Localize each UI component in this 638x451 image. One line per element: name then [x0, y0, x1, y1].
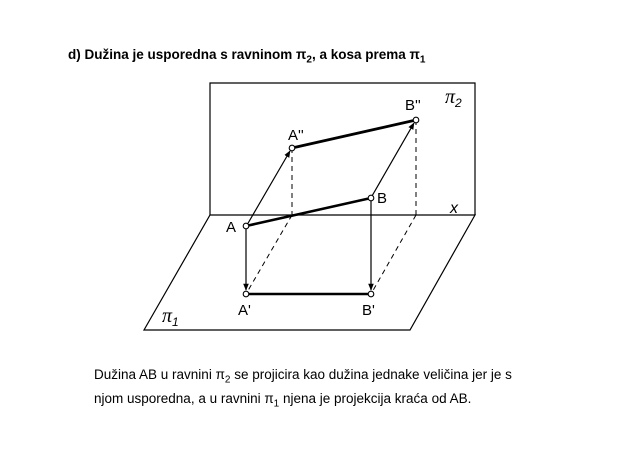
label-a2: A'' — [288, 127, 304, 144]
projector-b-to-b2 — [372, 123, 414, 196]
label-a1: A' — [238, 302, 251, 319]
point-a — [243, 223, 249, 229]
caption-line-2: njom usporedna, a u ravnini $\pi_1$ njena je projekcija kraća od AB. — [94, 390, 472, 410]
plane-pi2-outline — [210, 83, 475, 215]
slide-title: d) Dužina je usporedna s ravninom $\pi_2$, a kosa prema $\pi_1$ — [68, 47, 426, 66]
point-b — [368, 195, 374, 201]
label-b: B — [377, 190, 388, 207]
plane-pi2-label: $\pi_2$ — [445, 86, 462, 110]
point-b1 — [368, 291, 374, 297]
caption-line-1: Dužina AB u ravnini $\pi_2$ se projicira kao dužina jednake veličina jer je s — [94, 367, 512, 386]
label-b2: B'' — [405, 97, 421, 114]
segment-a2-b2 — [292, 120, 416, 148]
point-a2 — [289, 145, 295, 151]
projector-a-to-a2 — [247, 151, 290, 225]
point-a1 — [243, 291, 249, 297]
segment-a-b — [246, 198, 371, 226]
dashed-axis-to-a1 — [246, 215, 292, 294]
point-b2 — [413, 117, 419, 123]
plane-pi1-outline — [144, 215, 475, 330]
axis-x-label: x — [450, 200, 458, 217]
label-a: A — [226, 219, 237, 236]
dashed-axis-to-b1 — [371, 215, 416, 294]
label-b1: B' — [362, 302, 375, 319]
caption-text — [94, 366, 512, 413]
plane-pi1-label: $\pi_1$ — [162, 305, 179, 329]
